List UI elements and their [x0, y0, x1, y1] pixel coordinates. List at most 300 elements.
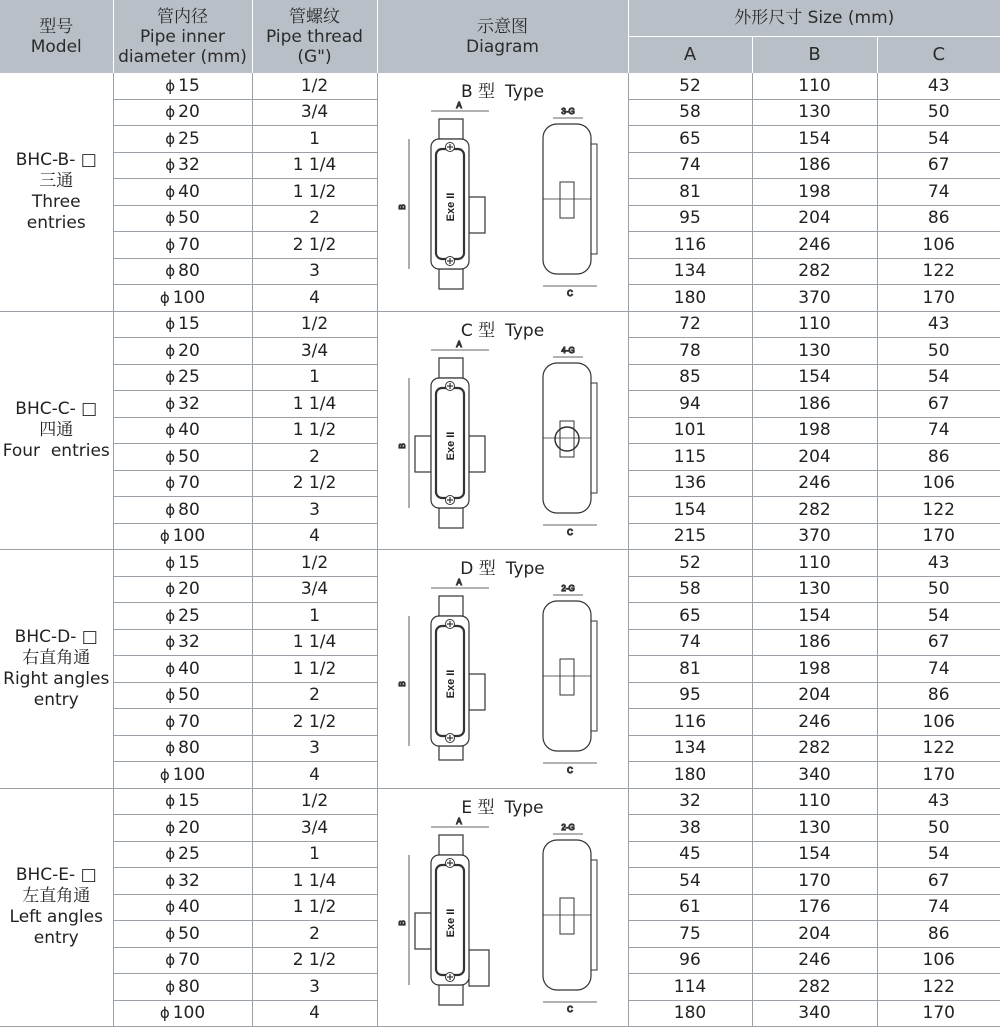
- phi-symbol: ϕ: [165, 315, 176, 334]
- size-a-cell: 45: [628, 841, 752, 868]
- pipe-diameter-value: 40: [178, 181, 200, 202]
- pipe-diameter-value: 100: [172, 287, 206, 308]
- pipe-diameter-value: 32: [178, 632, 200, 653]
- model-en: entry: [33, 689, 79, 710]
- size-c-cell: 54: [877, 603, 1000, 630]
- size-c-cell: 67: [877, 629, 1000, 656]
- diagram-type-letter: D 型: [460, 559, 496, 579]
- pipe-diameter-value: 80: [178, 738, 200, 759]
- phi-symbol: ϕ: [165, 500, 176, 519]
- model-cn: 三通: [39, 170, 74, 191]
- pipe-thread-cell: 2: [252, 682, 377, 709]
- phi-symbol: ϕ: [165, 845, 176, 864]
- size-c-cell: 54: [877, 126, 1000, 153]
- header-thread-en1: Pipe thread: [266, 26, 363, 47]
- size-c-cell: 74: [877, 417, 1000, 444]
- size-b-cell: 370: [752, 523, 877, 550]
- size-c-cell: 50: [877, 338, 1000, 365]
- pipe-thread-cell: 1 1/2: [252, 179, 377, 206]
- pipe-diameter-cell: [113, 523, 252, 550]
- size-b-cell: 282: [752, 974, 877, 1001]
- model-cell: [0, 73, 113, 311]
- header-col-c: C: [877, 37, 1000, 74]
- size-b-cell: 176: [752, 894, 877, 921]
- size-a-cell: 180: [628, 285, 752, 312]
- pipe-thread-cell: 3/4: [252, 576, 377, 603]
- phi-symbol: ϕ: [165, 182, 176, 201]
- model-en: Left angles: [9, 907, 103, 928]
- size-b-cell: 370: [752, 285, 877, 312]
- pipe-thread-cell: 1: [252, 126, 377, 153]
- pipe-diameter-cell: [113, 1000, 252, 1027]
- phi-symbol: ϕ: [165, 792, 176, 811]
- size-c-cell: 170: [877, 285, 1000, 312]
- size-a-cell: 134: [628, 735, 752, 762]
- size-c-cell: 170: [877, 1000, 1000, 1027]
- pipe-diameter-cell: [113, 232, 252, 259]
- pipe-diameter-cell: [113, 656, 252, 683]
- model-cell: [0, 788, 113, 1027]
- pipe-thread-cell: 1 1/2: [252, 894, 377, 921]
- screw-icon: [445, 143, 454, 152]
- size-c-cell: 106: [877, 709, 1000, 736]
- pipe-diameter-cell: [113, 629, 252, 656]
- size-c-cell: 86: [877, 921, 1000, 948]
- dim-label-c: C: [566, 1004, 573, 1014]
- model-cell: [0, 311, 113, 550]
- pipe-diameter-cell: [113, 947, 252, 974]
- size-b-cell: 110: [752, 73, 877, 99]
- pipe-diameter-cell: [113, 603, 252, 630]
- size-b-cell: 340: [752, 762, 877, 789]
- model-cell: [0, 550, 113, 789]
- diagram-type-word: Type: [505, 320, 545, 341]
- size-a-cell: 116: [628, 709, 752, 736]
- pipe-diameter-cell: [113, 99, 252, 126]
- size-a-cell: 180: [628, 1000, 752, 1027]
- pipe-diameter-value: 25: [178, 844, 200, 865]
- pipe-thread-cell: 2 1/2: [252, 470, 377, 497]
- pipe-diameter-cell: [113, 709, 252, 736]
- size-b-cell: 340: [752, 1000, 877, 1027]
- phi-symbol: ϕ: [165, 924, 176, 943]
- diagram-title: [378, 77, 628, 102]
- diagram-drawing: [383, 99, 623, 309]
- pipe-thread-cell: 1 1/4: [252, 629, 377, 656]
- size-a-cell: 58: [628, 576, 752, 603]
- pipe-diameter-value: 25: [178, 128, 200, 149]
- size-c-cell: 106: [877, 947, 1000, 974]
- pipe-diameter-value: 20: [178, 340, 200, 361]
- pipe-diameter-cell: [113, 391, 252, 418]
- pipe-diameter-cell: [113, 470, 252, 497]
- pipe-diameter-value: 32: [178, 393, 200, 414]
- size-b-cell: 130: [752, 338, 877, 365]
- pipe-diameter-value: 20: [178, 579, 200, 600]
- pipe-thread-cell: 3/4: [252, 338, 377, 365]
- pipe-thread-cell: 4: [252, 523, 377, 550]
- size-c-cell: 67: [877, 868, 1000, 895]
- size-a-cell: 32: [628, 788, 752, 815]
- size-a-cell: 95: [628, 682, 752, 709]
- size-b-cell: 110: [752, 788, 877, 815]
- pipe-thread-cell: 2 1/2: [252, 709, 377, 736]
- ex-mark: Exe II: [444, 908, 457, 937]
- model-cn: 左直角通: [22, 886, 91, 907]
- pipe-thread-cell: 4: [252, 1000, 377, 1027]
- pipe-thread-cell: 3/4: [252, 99, 377, 126]
- dim-label-b: B: [397, 442, 407, 449]
- pipe-diameter-cell: [113, 921, 252, 948]
- phi-symbol: ϕ: [165, 394, 176, 413]
- diagram-cell: [377, 788, 628, 1027]
- screw-icon: [445, 257, 454, 266]
- size-c-cell: 43: [877, 73, 1000, 99]
- pipe-thread-cell: 3: [252, 258, 377, 285]
- phi-symbol: ϕ: [165, 235, 176, 254]
- table-row: [0, 311, 1000, 338]
- phi-symbol: ϕ: [159, 1004, 170, 1023]
- header-model-cn: 型号: [39, 16, 74, 37]
- size-a-cell: 85: [628, 364, 752, 391]
- size-c-cell: 106: [877, 470, 1000, 497]
- size-b-cell: 282: [752, 497, 877, 524]
- phi-symbol: ϕ: [165, 871, 176, 890]
- model-code: BHC-B- □: [15, 149, 97, 170]
- diagram-type-word: Type: [505, 559, 545, 579]
- pipe-thread-cell: 1: [252, 603, 377, 630]
- pipe-diameter-value: 40: [178, 658, 200, 679]
- pipe-diameter-cell: [113, 73, 252, 99]
- size-b-cell: 186: [752, 629, 877, 656]
- size-b-cell: 154: [752, 603, 877, 630]
- phi-symbol: ϕ: [165, 951, 176, 970]
- pipe-thread-cell: 4: [252, 285, 377, 312]
- pipe-diameter-cell: [113, 258, 252, 285]
- phi-symbol: ϕ: [165, 76, 176, 95]
- phi-symbol: ϕ: [165, 474, 176, 493]
- diagram-cell: [377, 550, 628, 789]
- phi-symbol: ϕ: [159, 288, 170, 307]
- diagram-title: [378, 316, 628, 341]
- size-a-cell: 58: [628, 99, 752, 126]
- screw-icon: [445, 381, 454, 390]
- phi-symbol: ϕ: [165, 447, 176, 466]
- header-pipe-thread: [252, 0, 377, 73]
- screw-icon: [445, 972, 454, 981]
- pipe-diameter-cell: [113, 497, 252, 524]
- pipe-thread-cell: 2 1/2: [252, 947, 377, 974]
- pipe-diameter-value: 100: [172, 1003, 206, 1024]
- model-en: Four entries: [2, 440, 110, 461]
- pipe-diameter-cell: [113, 868, 252, 895]
- pipe-diameter-cell: [113, 152, 252, 179]
- diagram-type-letter: B 型: [460, 82, 496, 102]
- phi-symbol: ϕ: [159, 527, 170, 546]
- size-b-cell: 170: [752, 868, 877, 895]
- size-a-cell: 96: [628, 947, 752, 974]
- size-c-cell: 43: [877, 788, 1000, 815]
- dim-label-a: A: [455, 101, 462, 110]
- dim-label-g: 2-G: [560, 584, 575, 593]
- pipe-thread-cell: 1/2: [252, 788, 377, 815]
- pipe-diameter-cell: [113, 311, 252, 338]
- size-b-cell: 154: [752, 126, 877, 153]
- size-b-cell: 204: [752, 682, 877, 709]
- size-c-cell: 67: [877, 152, 1000, 179]
- size-a-cell: 136: [628, 470, 752, 497]
- pipe-diameter-cell: [113, 550, 252, 577]
- table-row: [0, 788, 1000, 815]
- pipe-diameter-value: 15: [178, 791, 200, 812]
- size-c-cell: 43: [877, 550, 1000, 577]
- dim-label-a: A: [455, 816, 462, 826]
- phi-symbol: ϕ: [159, 765, 170, 784]
- pipe-thread-cell: 1 1/2: [252, 656, 377, 683]
- pipe-thread-cell: 2: [252, 921, 377, 948]
- pipe-diameter-value: 50: [178, 923, 200, 944]
- model-en: entries: [26, 212, 86, 233]
- phi-symbol: ϕ: [165, 262, 176, 281]
- size-c-cell: 54: [877, 364, 1000, 391]
- header-thread-en2: (G"): [297, 46, 332, 67]
- size-a-cell: 114: [628, 974, 752, 1001]
- dim-label-g: 2-G: [560, 822, 575, 832]
- model-en: Three: [31, 191, 81, 212]
- dim-label-c: C: [566, 766, 573, 775]
- size-b-cell: 282: [752, 258, 877, 285]
- size-b-cell: 186: [752, 391, 877, 418]
- size-c-cell: 43: [877, 311, 1000, 338]
- size-c-cell: 74: [877, 894, 1000, 921]
- pipe-diameter-cell: [113, 841, 252, 868]
- header-pipe-diameter-en2: diameter (mm): [118, 46, 247, 67]
- phi-symbol: ϕ: [165, 818, 176, 837]
- pipe-diameter-value: 80: [178, 976, 200, 997]
- size-a-cell: 154: [628, 497, 752, 524]
- size-b-cell: 246: [752, 470, 877, 497]
- size-a-cell: 116: [628, 232, 752, 259]
- header-col-a: A: [628, 37, 752, 74]
- pipe-diameter-value: 50: [178, 446, 200, 467]
- size-a-cell: 101: [628, 417, 752, 444]
- phi-symbol: ϕ: [165, 977, 176, 996]
- size-a-cell: 74: [628, 152, 752, 179]
- phi-symbol: ϕ: [165, 606, 176, 625]
- pipe-diameter-value: 15: [178, 552, 200, 573]
- size-c-cell: 86: [877, 682, 1000, 709]
- pipe-diameter-cell: [113, 894, 252, 921]
- size-a-cell: 61: [628, 894, 752, 921]
- size-a-cell: 78: [628, 338, 752, 365]
- phi-symbol: ϕ: [165, 659, 176, 678]
- header-diagram-en: Diagram: [466, 36, 539, 57]
- size-a-cell: 95: [628, 205, 752, 232]
- header-model-en: Model: [30, 36, 82, 57]
- size-b-cell: 204: [752, 444, 877, 471]
- pipe-diameter-cell: [113, 126, 252, 153]
- phi-symbol: ϕ: [165, 368, 176, 387]
- pipe-diameter-cell: [113, 417, 252, 444]
- pipe-diameter-value: 15: [178, 75, 200, 96]
- size-b-cell: 204: [752, 205, 877, 232]
- diagram-type-letter: E 型: [461, 797, 495, 818]
- model-code: BHC-C- □: [15, 398, 98, 419]
- header-diagram-cn: 示意图: [477, 16, 528, 37]
- header-size: 外形尺寸 Size (mm): [628, 0, 1000, 37]
- dim-label-b: B: [397, 204, 407, 210]
- pipe-thread-cell: 3: [252, 497, 377, 524]
- pipe-diameter-value: 100: [172, 526, 206, 547]
- header-col-b: B: [752, 37, 877, 74]
- pipe-diameter-value: 20: [178, 102, 200, 123]
- pipe-diameter-cell: [113, 735, 252, 762]
- header-model: [0, 0, 113, 73]
- pipe-thread-cell: 3: [252, 974, 377, 1001]
- screw-icon: [445, 495, 454, 504]
- phi-symbol: ϕ: [165, 421, 176, 440]
- size-b-cell: 110: [752, 311, 877, 338]
- pipe-diameter-cell: [113, 179, 252, 206]
- size-b-cell: 282: [752, 735, 877, 762]
- pipe-thread-cell: 1/2: [252, 311, 377, 338]
- pipe-thread-cell: 1 1/4: [252, 391, 377, 418]
- phi-symbol: ϕ: [165, 898, 176, 917]
- pipe-thread-cell: 4: [252, 762, 377, 789]
- size-a-cell: 115: [628, 444, 752, 471]
- size-c-cell: 50: [877, 99, 1000, 126]
- table-row: [0, 550, 1000, 577]
- size-a-cell: 65: [628, 126, 752, 153]
- ex-mark: Exe II: [444, 192, 457, 222]
- screw-icon: [445, 734, 454, 743]
- pipe-diameter-value: 50: [178, 685, 200, 706]
- diagram-drawing: [383, 815, 623, 1025]
- size-a-cell: 65: [628, 603, 752, 630]
- size-c-cell: 54: [877, 841, 1000, 868]
- phi-symbol: ϕ: [165, 686, 176, 705]
- pipe-diameter-value: 25: [178, 605, 200, 626]
- dim-label-b: B: [397, 919, 407, 926]
- pipe-diameter-value: 32: [178, 870, 200, 891]
- model-cn: 四通: [39, 419, 74, 440]
- pipe-thread-cell: 1/2: [252, 550, 377, 577]
- phi-symbol: ϕ: [165, 156, 176, 175]
- header-pipe-diameter-cn: 管内径: [157, 6, 208, 27]
- size-b-cell: 186: [752, 152, 877, 179]
- size-c-cell: 86: [877, 444, 1000, 471]
- pipe-diameter-value: 70: [178, 950, 200, 971]
- phi-symbol: ϕ: [165, 633, 176, 652]
- size-b-cell: 154: [752, 364, 877, 391]
- size-c-cell: 122: [877, 974, 1000, 1001]
- model-en: Right angles: [3, 668, 110, 689]
- model-code: BHC-D- □: [14, 626, 98, 647]
- size-b-cell: 154: [752, 841, 877, 868]
- size-b-cell: 130: [752, 576, 877, 603]
- size-c-cell: 122: [877, 735, 1000, 762]
- size-a-cell: 54: [628, 868, 752, 895]
- pipe-thread-cell: 2: [252, 444, 377, 471]
- diagram-type-letter: C 型: [460, 320, 496, 341]
- size-c-cell: 50: [877, 815, 1000, 842]
- size-c-cell: 122: [877, 497, 1000, 524]
- pipe-diameter-value: 25: [178, 367, 200, 388]
- size-a-cell: 74: [628, 629, 752, 656]
- size-a-cell: 52: [628, 550, 752, 577]
- pipe-diameter-value: 40: [178, 420, 200, 441]
- dim-label-a: A: [455, 339, 462, 349]
- diagram-cell: [377, 73, 628, 311]
- phi-symbol: ϕ: [165, 712, 176, 731]
- pipe-diameter-value: 70: [178, 234, 200, 255]
- pipe-diameter-cell: [113, 285, 252, 312]
- size-b-cell: 246: [752, 947, 877, 974]
- size-b-cell: 198: [752, 656, 877, 683]
- size-b-cell: 198: [752, 417, 877, 444]
- model-en: entry: [33, 928, 79, 949]
- size-c-cell: 74: [877, 179, 1000, 206]
- diagram-drawing: [383, 338, 623, 548]
- ex-mark: Exe II: [444, 669, 457, 699]
- size-a-cell: 215: [628, 523, 752, 550]
- size-b-cell: 198: [752, 179, 877, 206]
- phi-symbol: ϕ: [165, 209, 176, 228]
- phi-symbol: ϕ: [165, 580, 176, 599]
- table-row: [0, 73, 1000, 99]
- size-b-cell: 130: [752, 99, 877, 126]
- size-a-cell: 52: [628, 73, 752, 99]
- size-a-cell: 72: [628, 311, 752, 338]
- phi-symbol: ϕ: [165, 129, 176, 148]
- pipe-diameter-cell: [113, 444, 252, 471]
- dim-label-c: C: [566, 527, 573, 537]
- header-pipe-diameter-en1: Pipe inner: [140, 26, 225, 47]
- pipe-diameter-value: 32: [178, 155, 200, 176]
- dim-label-b: B: [397, 681, 407, 687]
- size-a-cell: 94: [628, 391, 752, 418]
- pipe-diameter-cell: [113, 205, 252, 232]
- screw-icon: [445, 620, 454, 629]
- pipe-diameter-cell: [113, 364, 252, 391]
- model-code: BHC-E- □: [15, 865, 97, 886]
- pipe-diameter-value: 15: [178, 314, 200, 335]
- pipe-diameter-value: 70: [178, 711, 200, 732]
- phi-symbol: ϕ: [165, 739, 176, 758]
- pipe-diameter-value: 80: [178, 261, 200, 282]
- size-a-cell: 75: [628, 921, 752, 948]
- pipe-diameter-cell: [113, 576, 252, 603]
- pipe-thread-cell: 1: [252, 841, 377, 868]
- pipe-thread-cell: 2: [252, 205, 377, 232]
- size-c-cell: 170: [877, 523, 1000, 550]
- diagram-cell: [377, 311, 628, 550]
- pipe-thread-cell: 1 1/4: [252, 152, 377, 179]
- size-c-cell: 74: [877, 656, 1000, 683]
- size-c-cell: 86: [877, 205, 1000, 232]
- dim-label-g: 3-G: [560, 107, 575, 116]
- ex-mark: Exe II: [444, 431, 457, 460]
- pipe-diameter-cell: [113, 338, 252, 365]
- pipe-thread-cell: 1 1/2: [252, 417, 377, 444]
- diagram-drawing: [383, 576, 623, 786]
- phi-symbol: ϕ: [165, 553, 176, 572]
- size-c-cell: 170: [877, 762, 1000, 789]
- phi-symbol: ϕ: [165, 103, 176, 122]
- pipe-diameter-value: 40: [178, 897, 200, 918]
- size-c-cell: 50: [877, 576, 1000, 603]
- size-b-cell: 130: [752, 815, 877, 842]
